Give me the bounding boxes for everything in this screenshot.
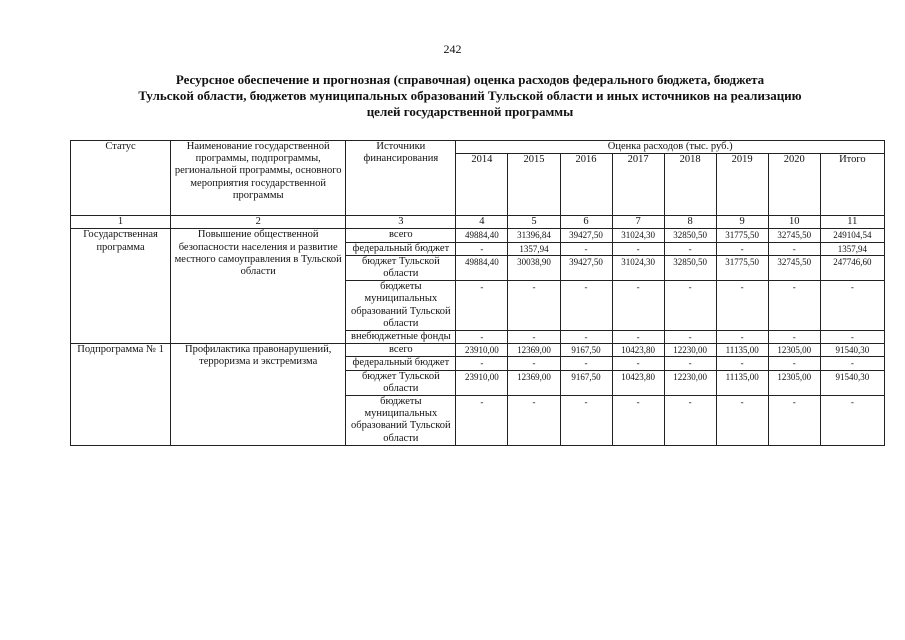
row-year-value: 30038,90 (508, 255, 560, 280)
row-funding-source: федеральный бюджет (346, 242, 456, 255)
header-year: 2016 (560, 154, 612, 216)
row-year-value: 31775,50 (716, 255, 768, 280)
row-year-value: - (664, 281, 716, 331)
row-year-value: - (768, 281, 820, 331)
row-year-value: 1357,94 (508, 242, 560, 255)
title-line-1: Ресурсное обеспечение и прогнозная (справочная) оценка расходов федерального бюджета, бюджета (175, 72, 765, 87)
header-estimate: Оценка расходов (тыс. руб.) (456, 141, 885, 154)
header-year: 2015 (508, 154, 560, 216)
row-year-value: 32850,50 (664, 229, 716, 242)
row-funding-source: бюджеты муниципальных образований Тульской области (346, 281, 456, 331)
header-row (71, 141, 885, 154)
row-year-value: - (716, 357, 768, 370)
row-funding-source: внебюджетные фонды (346, 331, 456, 344)
page-title (70, 72, 870, 120)
row-year-value: 12369,00 (508, 370, 560, 395)
row-total-value: 91540,30 (820, 370, 884, 395)
row-year-value: - (508, 281, 560, 331)
index-cell: 5 (508, 216, 560, 229)
row-year-value: - (768, 357, 820, 370)
row-year-value: 12230,00 (664, 344, 716, 357)
row-year-value: 11135,00 (716, 344, 768, 357)
index-cell: 2 (171, 216, 346, 229)
row-funding-source: бюджет Тульской области (346, 370, 456, 395)
row-year-value: - (456, 281, 508, 331)
row-year-value: 9167,50 (560, 344, 612, 357)
header-total: Итого (820, 154, 884, 216)
title-line-3: целей государственной программы (366, 104, 574, 119)
row-year-value: - (664, 331, 716, 344)
header-year: 2019 (716, 154, 768, 216)
row-year-value: 32745,50 (768, 255, 820, 280)
row-year-value: 12230,00 (664, 370, 716, 395)
header-year: 2017 (612, 154, 664, 216)
row-year-value: - (768, 242, 820, 255)
row-year-value: - (664, 357, 716, 370)
index-cell: 8 (664, 216, 716, 229)
row-status: Государственная программа (71, 229, 171, 344)
row-year-value: 39427,50 (560, 255, 612, 280)
table-row (71, 229, 885, 242)
row-year-value: - (664, 396, 716, 446)
row-year-value: - (508, 396, 560, 446)
row-year-value: 23910,00 (456, 370, 508, 395)
row-year-value: - (560, 242, 612, 255)
row-year-value: 23910,00 (456, 344, 508, 357)
index-cell: 1 (71, 216, 171, 229)
index-cell: 7 (612, 216, 664, 229)
table-row (71, 344, 885, 357)
row-year-value: - (768, 396, 820, 446)
header-year: 2020 (768, 154, 820, 216)
row-year-value: 32745,50 (768, 229, 820, 242)
row-funding-source: федеральный бюджет (346, 357, 456, 370)
row-funding-source: всего (346, 229, 456, 242)
row-year-value: 10423,80 (612, 370, 664, 395)
row-year-value: - (456, 242, 508, 255)
index-cell: 9 (716, 216, 768, 229)
row-total-value: - (820, 331, 884, 344)
index-cell: 3 (346, 216, 456, 229)
page-number: 242 (443, 42, 462, 56)
row-year-value: - (664, 242, 716, 255)
row-total-value: - (820, 357, 884, 370)
header-year: 2014 (456, 154, 508, 216)
row-year-value: - (768, 331, 820, 344)
row-status: Подпрограмма № 1 (71, 344, 171, 446)
row-year-value: - (560, 331, 612, 344)
row-year-value: - (456, 357, 508, 370)
row-year-value: 39427,50 (560, 229, 612, 242)
row-year-value: - (612, 396, 664, 446)
row-year-value: 31396,84 (508, 229, 560, 242)
row-program-name: Профилактика правонарушений, терроризма и экстремизма (171, 344, 346, 446)
row-year-value: - (456, 331, 508, 344)
row-year-value: 31024,30 (612, 229, 664, 242)
row-total-value: 91540,30 (820, 344, 884, 357)
row-year-value: - (612, 281, 664, 331)
index-cell: 4 (456, 216, 508, 229)
row-funding-source: бюджеты муниципальных образований Тульской области (346, 396, 456, 446)
index-cell: 6 (560, 216, 612, 229)
row-year-value: - (456, 396, 508, 446)
row-year-value: 11135,00 (716, 370, 768, 395)
row-year-value: - (560, 281, 612, 331)
index-cell: 11 (820, 216, 884, 229)
row-year-value: 9167,50 (560, 370, 612, 395)
row-funding-source: всего (346, 344, 456, 357)
row-year-value: 12305,00 (768, 344, 820, 357)
budget-table (70, 140, 885, 446)
row-year-value: - (612, 331, 664, 344)
row-year-value: - (560, 357, 612, 370)
row-year-value: - (508, 331, 560, 344)
row-funding-source: бюджет Тульской области (346, 255, 456, 280)
row-total-value: 249104,54 (820, 229, 884, 242)
row-year-value: 49884,40 (456, 229, 508, 242)
row-year-value: 12369,00 (508, 344, 560, 357)
header-sources: Источники финансирования (346, 141, 456, 216)
row-year-value: 10423,80 (612, 344, 664, 357)
index-cell: 10 (768, 216, 820, 229)
row-year-value: - (612, 357, 664, 370)
index-row (71, 216, 885, 229)
row-total-value: - (820, 396, 884, 446)
header-status: Статус (71, 141, 171, 216)
row-year-value: - (560, 396, 612, 446)
title-line-2: Тульской области, бюджетов муниципальных образований Тульской области и иных источников на реализацию (138, 88, 802, 103)
row-year-value: 12305,00 (768, 370, 820, 395)
row-program-name: Повышение общественной безопасности населения и развитие местного самоуправления в Тульской области (171, 229, 346, 344)
row-total-value: 1357,94 (820, 242, 884, 255)
row-year-value: - (716, 396, 768, 446)
row-year-value: 32850,50 (664, 255, 716, 280)
row-total-value: 247746,60 (820, 255, 884, 280)
row-year-value: 31024,30 (612, 255, 664, 280)
row-year-value: - (508, 357, 560, 370)
row-year-value: - (716, 281, 768, 331)
row-year-value: 31775,50 (716, 229, 768, 242)
row-year-value: - (716, 242, 768, 255)
row-year-value: - (716, 331, 768, 344)
row-year-value: - (612, 242, 664, 255)
header-year: 2018 (664, 154, 716, 216)
row-year-value: 49884,40 (456, 255, 508, 280)
row-total-value: - (820, 281, 884, 331)
header-name: Наименование государственной программы, подпрограммы, региональной программы, основного мероприятия государственной программы (171, 141, 346, 216)
